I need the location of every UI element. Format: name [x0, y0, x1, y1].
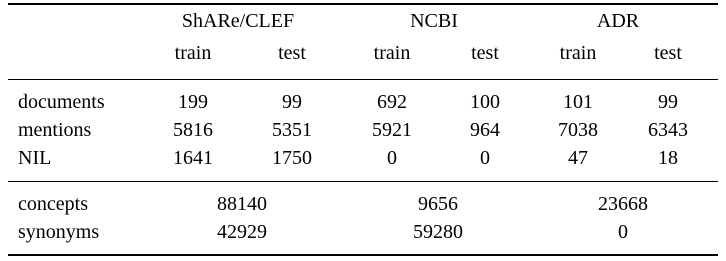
table-cell: 9656 — [418, 193, 458, 215]
table-cell: 23668 — [598, 193, 648, 215]
table-cell: 5816 — [173, 119, 213, 141]
table-cell: 964 — [470, 119, 500, 141]
split-header: train — [174, 42, 212, 64]
table-cell: 100 — [470, 91, 500, 113]
table-cell: 0 — [480, 147, 490, 169]
dataset-header-shareclef: ShARe/CLEF — [181, 10, 295, 32]
table-cell: 47 — [568, 147, 588, 169]
table-cell: 0 — [387, 147, 397, 169]
table-cell: 59280 — [413, 221, 463, 243]
top-rule — [8, 3, 718, 5]
bottom-rule — [8, 254, 718, 256]
row-label: mentions — [18, 119, 92, 141]
row-label: concepts — [18, 193, 88, 215]
split-header: train — [559, 42, 597, 64]
split-header: test — [471, 42, 499, 64]
row-label: synonyms — [18, 221, 100, 243]
table-cell: 6343 — [648, 119, 688, 141]
dataset-header-adr: ADR — [596, 10, 640, 32]
table-cell: 5921 — [372, 119, 412, 141]
table-cell: 101 — [563, 91, 593, 113]
header-rule — [8, 79, 718, 80]
table-cell: 88140 — [217, 193, 267, 215]
table-cell: 1750 — [272, 147, 312, 169]
table-cell: 42929 — [217, 221, 267, 243]
table-cell: 199 — [178, 91, 208, 113]
row-label: documents — [18, 91, 105, 113]
section-rule — [8, 181, 718, 182]
table-cell: 692 — [377, 91, 407, 113]
table-cell: 1641 — [173, 147, 213, 169]
table-cell: 0 — [618, 221, 628, 243]
table-cell: 5351 — [272, 119, 312, 141]
split-header: train — [373, 42, 411, 64]
table-cell: 7038 — [558, 119, 598, 141]
row-label: NIL — [18, 147, 52, 169]
dataset-header-ncbi: NCBI — [410, 10, 458, 32]
table-cell: 99 — [282, 91, 302, 113]
split-header: test — [278, 42, 306, 64]
split-header: test — [654, 42, 682, 64]
table-cell: 99 — [658, 91, 678, 113]
table-cell: 18 — [658, 147, 678, 169]
